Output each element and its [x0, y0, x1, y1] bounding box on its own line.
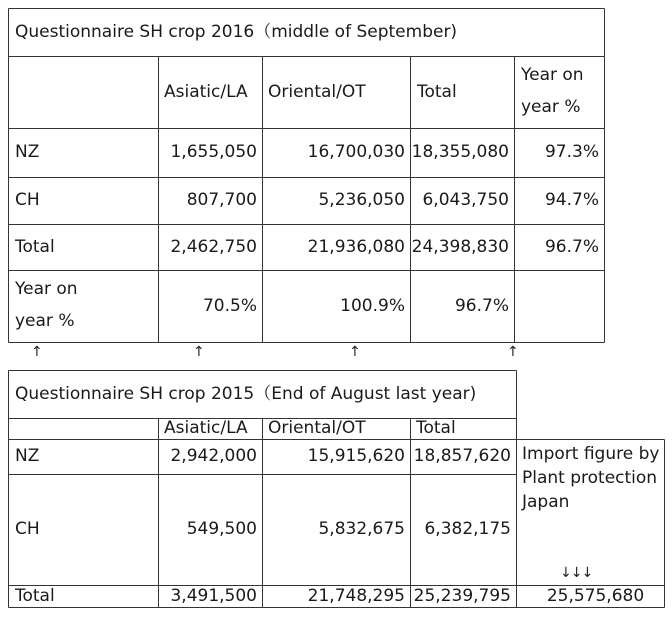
header-year-on-year [515, 57, 604, 128]
import-note: Import figure by Plant protection Japan [522, 444, 660, 512]
cell-nz-asiatic: 1,655,050 [170, 142, 257, 163]
header-yoy-line2: year % [521, 97, 581, 117]
cell-yoy-oriental: 100.9% [340, 295, 405, 316]
cell-ch-yoy: 94.7% [544, 190, 599, 211]
row-2015-label-total: Total [15, 585, 55, 606]
cell-total-total: 24,398,830 [411, 236, 509, 257]
row-2015-label-ch: CH [15, 519, 40, 540]
header-total: Total [417, 81, 457, 102]
header-oriental: Oriental/OT [268, 81, 366, 102]
cell-ch-total: 6,043,750 [422, 190, 509, 211]
cell-2015-total-oriental: 21,748,295 [307, 585, 405, 606]
cell-ch-asiatic: 807,700 [186, 190, 257, 211]
row-label-nz: NZ [15, 142, 40, 163]
row-2015-label-nz: NZ [15, 446, 40, 467]
row-label-total: Total [15, 236, 55, 257]
cell-nz-yoy: 97.3% [544, 142, 599, 163]
row-label-ch: CH [15, 190, 40, 211]
up-arrow-icon: ↑ [507, 344, 519, 360]
header-2015-total: Total [416, 418, 456, 439]
cell-2015-total-total: 25,239,795 [413, 585, 511, 606]
yoy-label-line2: year % [15, 311, 75, 331]
yoy-label-line1: Year on [15, 279, 78, 299]
table-2015-title: Questionnaire SH crop 2015（End of August last year) [15, 383, 477, 404]
cell-total-asiatic: 2,462,750 [170, 236, 257, 257]
up-arrow-icon: ↑ [31, 344, 43, 360]
cell-2015-nz-oriental: 15,915,620 [307, 446, 405, 467]
table-2016-title: Questionnaire SH crop 2016（middle of September) [15, 21, 458, 42]
cell-2015-ch-total: 6,382,175 [424, 519, 511, 540]
down-arrows-icon: ↓↓↓ [560, 565, 593, 581]
cell-nz-oriental: 16,700,030 [307, 142, 405, 163]
cell-ch-oriental: 5,236,050 [318, 190, 405, 211]
cell-2015-nz-total: 18,857,620 [413, 446, 511, 467]
cell-2015-ch-asiatic: 549,500 [186, 519, 257, 540]
row-label-year-on-year [9, 271, 158, 342]
cell-total-oriental: 21,936,080 [307, 236, 405, 257]
header-asiatic: Asiatic/LA [164, 81, 248, 102]
cell-2015-ch-oriental: 5,832,675 [318, 519, 405, 540]
up-arrow-icon: ↑ [193, 344, 205, 360]
header-2015-asiatic: Asiatic/LA [164, 418, 248, 439]
up-arrow-icon: ↑ [349, 344, 361, 360]
import-value: 25,575,680 [546, 585, 645, 606]
cell-total-yoy: 96.7% [544, 236, 599, 257]
cell-nz-total: 18,355,080 [411, 142, 509, 163]
cell-2015-total-asiatic: 3,491,500 [170, 585, 257, 606]
header-2015-oriental: Oriental/OT [268, 418, 366, 439]
cell-2015-nz-asiatic: 2,942,000 [170, 446, 257, 467]
cell-yoy-total: 96.7% [454, 295, 509, 316]
header-yoy-line1: Year on [521, 65, 584, 85]
cell-yoy-asiatic: 70.5% [202, 295, 257, 316]
